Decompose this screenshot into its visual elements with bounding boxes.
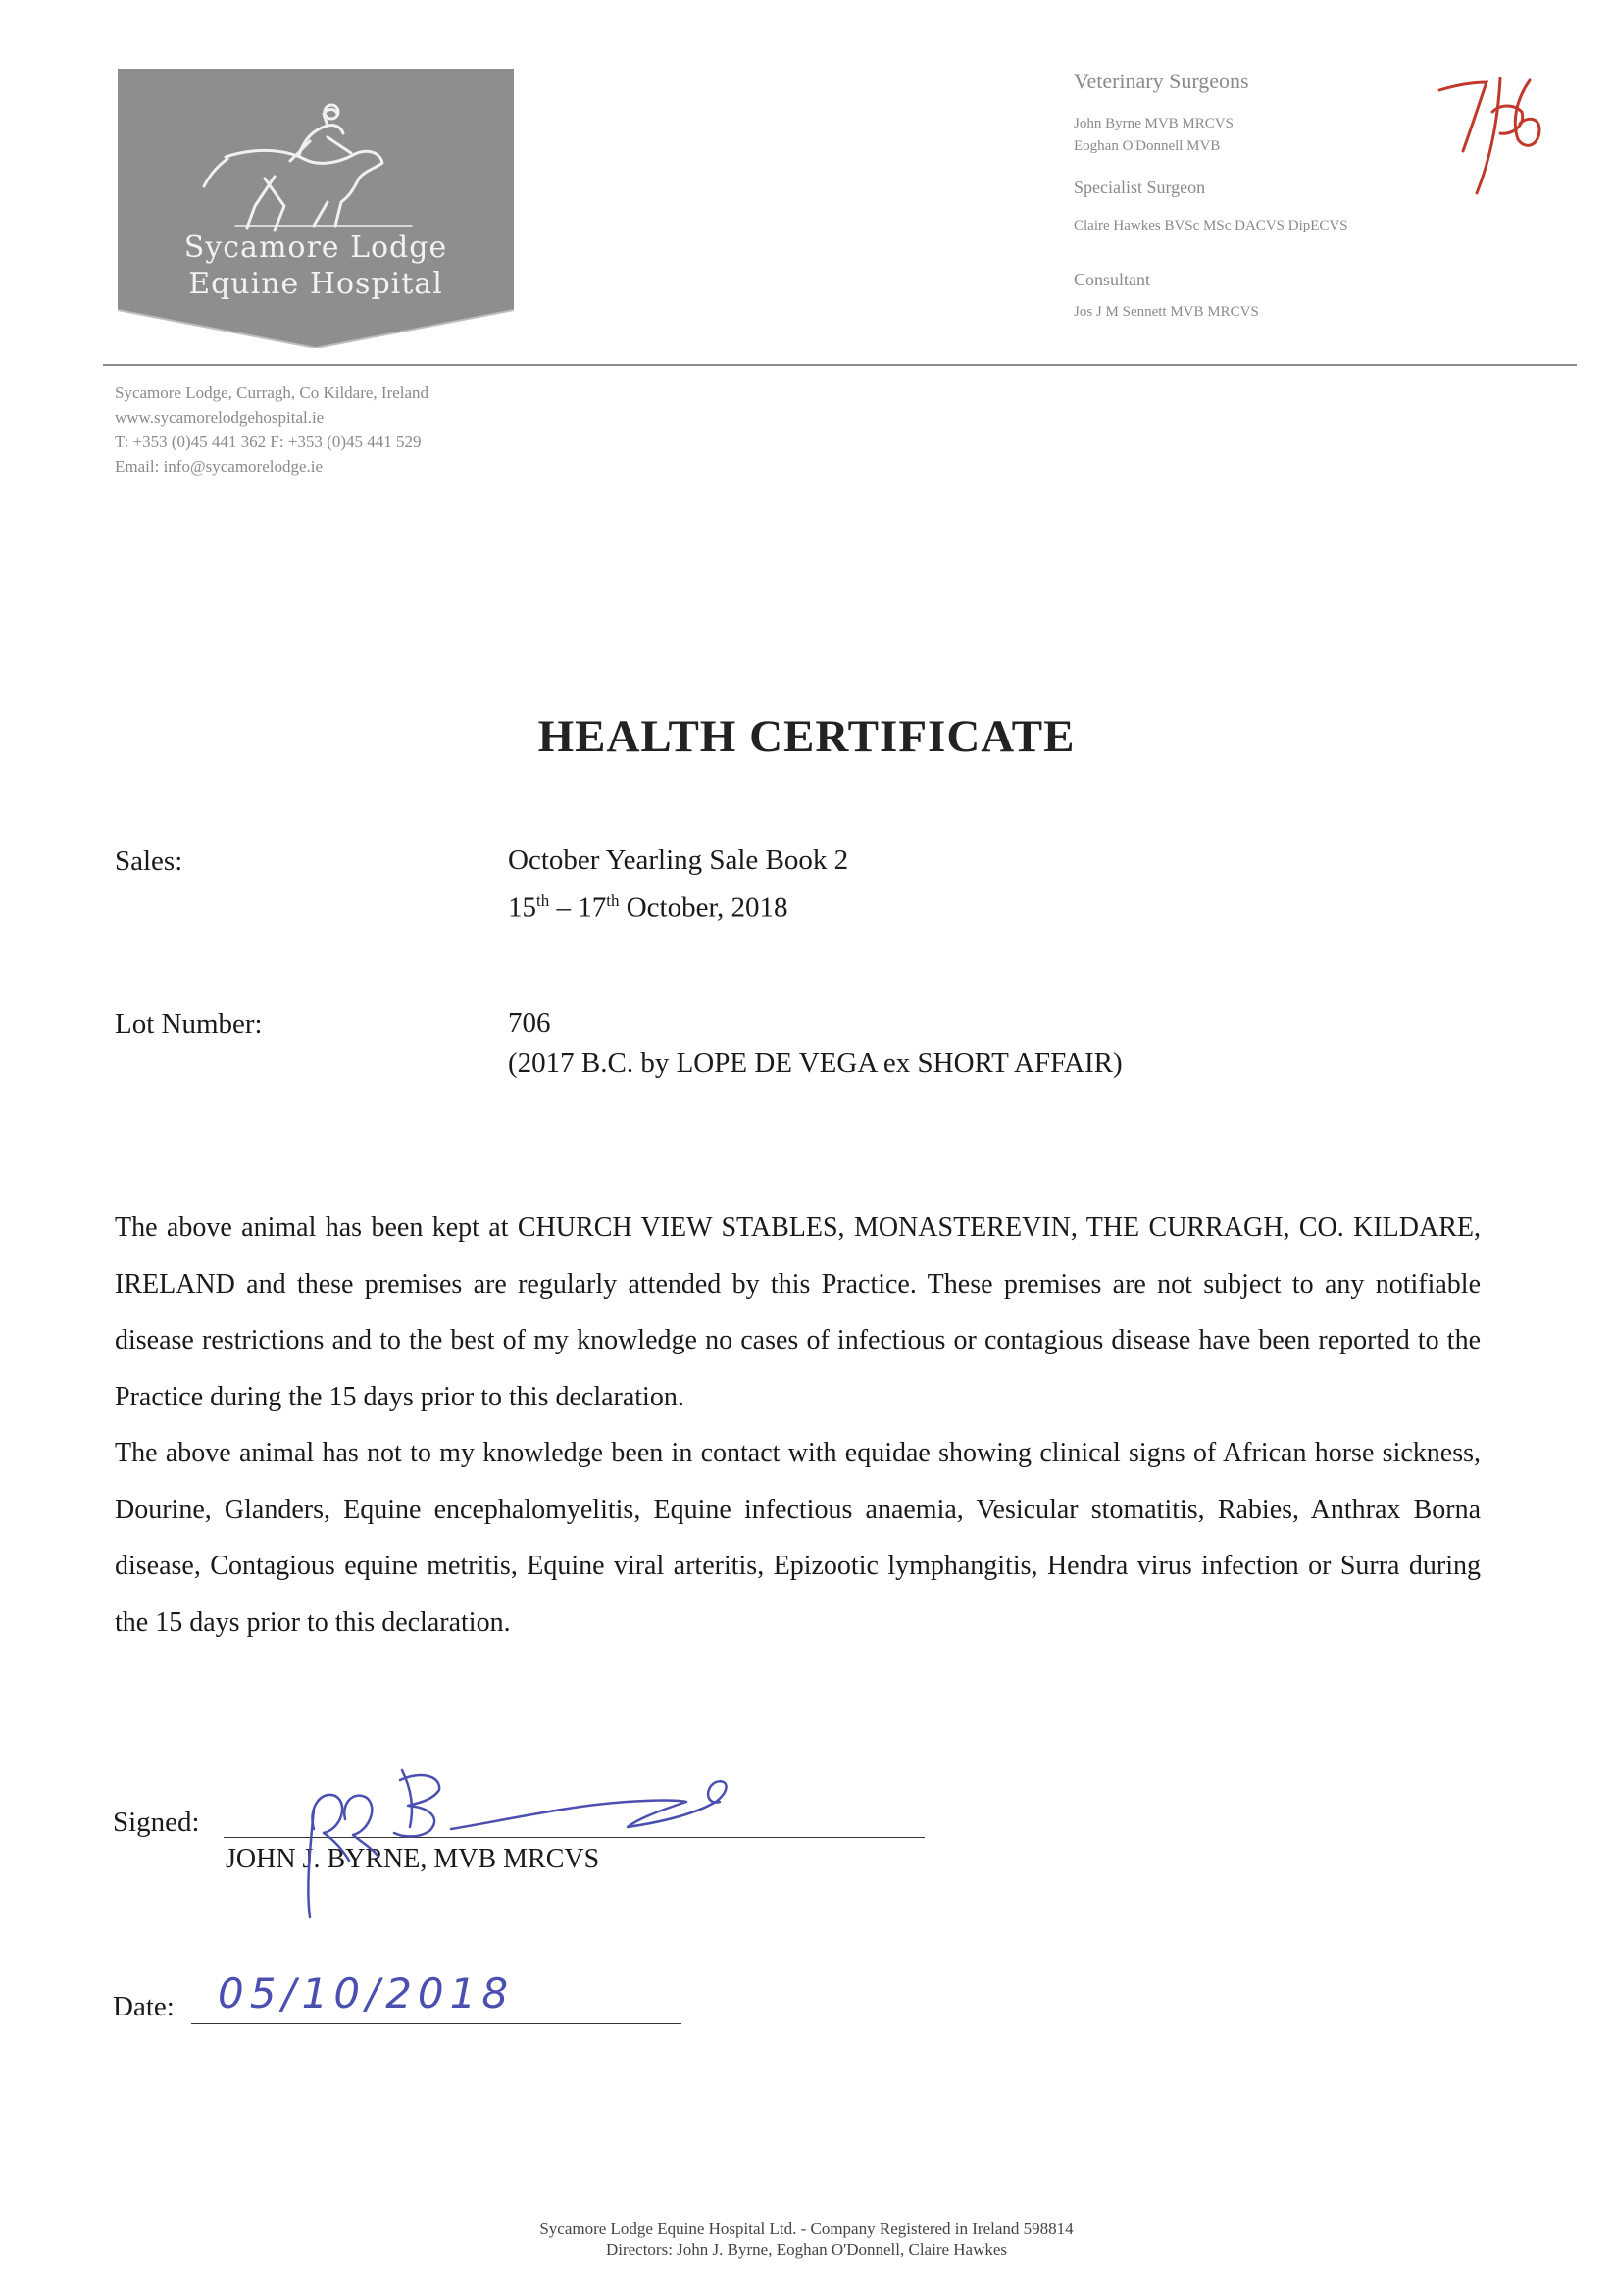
disease-paragraph: The above animal has not to my knowledge been in contact with equidae showing clinical signs of African horse sickness, Dourine, Glanders, Equine encephalomyelitis, Equine infectious anaemia, Vesicular stomatitis, Rabies, Anthrax Borna disease, Contagious equine metritis, Equine viral arteritis, Epizootic lymphangitis, Hendra virus infection or Surra during the 15 days prior to this declaration. [115, 1438, 1481, 1638]
sale-dates: 15th – 17th October, 2018 [508, 892, 788, 924]
sale-name: October Yearling Sale Book 2 [508, 844, 849, 876]
certificate-body [115, 1199, 1481, 1651]
vet-name: Eoghan O'Donnell MVB [1074, 138, 1221, 154]
logo-text-line1: Sycamore Lodge [183, 230, 448, 265]
hospital-address [115, 381, 428, 479]
website-line: www.sycamorelodgehospital.ie [115, 408, 325, 427]
hospital-logo [118, 69, 514, 348]
lot-number-label: Lot Number: [115, 1008, 263, 1040]
date-line [191, 2023, 681, 2024]
logo-text-line2: Equine Hospital [188, 267, 443, 301]
header-divider [103, 364, 1577, 366]
vet-name: John Byrne MVB MRCVS [1074, 116, 1234, 131]
email-line: Email: info@sycamorelodge.ie [115, 457, 324, 476]
document-title: HEALTH CERTIFICATE [537, 711, 1076, 762]
premises-paragraph: The above animal has been kept at CHURCH VIEW STABLES, MONASTEREVIN, THE CURRAGH, CO. KILDARE, IRELAND and these premises are regularly attended by this Practice. These premises are not subject to any notifiable disease restrictions and to the best of my knowledge no cases of infectious or contagious disease have been reported to the Practice during the 15 days prior to this declaration. [115, 1212, 1481, 1412]
consultant-heading: Consultant [1074, 270, 1151, 289]
vets-heading: Veterinary Surgeons [1074, 69, 1249, 93]
lot-number: 706 [508, 1007, 551, 1039]
phone-line: T: +353 (0)45 441 362 F: +353 (0)45 441 529 [115, 433, 422, 451]
date-label: Date: [113, 1991, 175, 2022]
sales-label: Sales: [115, 845, 183, 877]
address-line: Sycamore Lodge, Curragh, Co Kildare, Ireland [115, 383, 429, 402]
logo-banner-shape [118, 69, 514, 348]
consultant-name: Jos J M Sennett MVB MRCVS [1074, 304, 1259, 320]
footer-directors-line: Directors: John J. Byrne, Eoghan O'Donnell, Claire Hawkes [605, 2240, 1008, 2259]
signatory-name: JOHN J. BYRNE, MVB MRCVS [226, 1844, 600, 1874]
lot-description: (2017 B.C. by LOPE DE VEGA ex SHORT AFFAIR) [508, 1047, 1123, 1079]
lot-value [508, 1003, 1123, 1084]
specialist-heading: Specialist Surgeon [1074, 178, 1206, 197]
page-footer [0, 2219, 1613, 2260]
sales-value [508, 841, 848, 929]
lot-annotation-handwritten [1432, 61, 1588, 203]
footer-company-line: Sycamore Lodge Equine Hospital Ltd. - Company Registered in Ireland 598814 [539, 2219, 1074, 2238]
handwritten-date: 05/10/2018 [218, 1969, 515, 2017]
handwritten-signature [284, 1751, 755, 1927]
signed-label: Signed: [113, 1807, 200, 1838]
specialist-name: Claire Hawkes BVSc MSc DACVS DipECVS [1074, 218, 1348, 233]
